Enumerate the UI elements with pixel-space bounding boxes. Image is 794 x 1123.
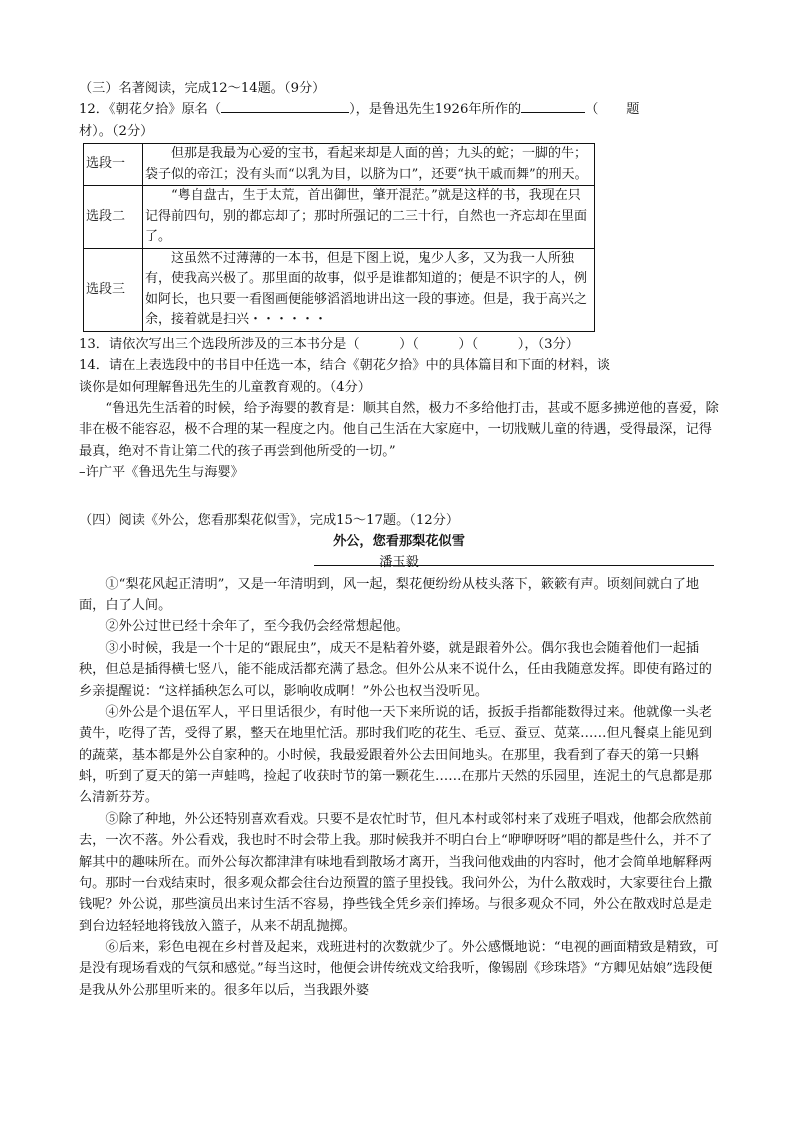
quote-material: “鲁迅先生活着的时候，给予海婴的教育是：顺其自然，极力不多给他打击，甚或不愿多拂逆他的喜爱，除非在极不能容忍，极不合理的某一程度之内。他自己生活在大家庭中，一切戕贼儿童的待遇，受得最深，记得最真，绝对不肯让第二代的孩子再尝到他所受的一切。” — [79, 401, 719, 459]
excerpt-text: 但那是我最为心爱的宝书，看起来却是人面的兽；九头的蛇；一脚的牛；袋子似的帝江；没有头而“以乳为目，以脐为口”，还要“执干戚而舞”的刑天。 — [143, 144, 595, 186]
q12-text-post: 题 — [626, 102, 640, 118]
question-13: 13．请依次写出三个选段所涉及的三本书分是（ ）（ ）（ ），（3分） — [79, 336, 579, 352]
excerpt-label: 选段二 — [84, 186, 143, 249]
q12-text-pre: 12．《朝花夕拾》原名（ — [79, 102, 222, 118]
question-14-line2: 谈你是如何理解鲁迅先生的儿童教育观的。（4分） — [79, 379, 371, 395]
section3-heading: （三）名著阅读，完成12～14题。（9分） — [79, 81, 326, 96]
question-14-line1: 14．请在上表选段中的书目中任选一本，结合《朝花夕拾》中的具体篇目和下面的材料，谈 — [79, 358, 611, 374]
excerpt-text: 这虽然不过薄薄的一本书，但是下图上说，鬼少人多，又为我一人所独有，使我高兴极了。那里面的故事，似乎是谁都知道的；便是不识字的人，例如阿长，也只要一看图画便能够滔滔地讲出这一段的事迹。但是，我于高兴之余，接着就是扫兴・・・・・・ — [143, 248, 595, 331]
excerpt-text: “粤自盘古，生于太荒，首出御世，肇开混茫。”就是这样的书，我现在只记得前四句，别的都忘却了；那时所强记的二三十行，自然也一齐忘却在里面了。 — [143, 186, 595, 249]
quote-source: –许广平《鲁迅先生与海婴》 — [79, 465, 244, 481]
table-row — [84, 186, 595, 249]
q12-blank-original-name[interactable] — [221, 99, 349, 113]
excerpt-table — [83, 143, 595, 332]
q12-text-mid: ），是鲁迅先生1926年所作的 — [349, 102, 522, 118]
article-paragraph: ④外公是个退伍军人，平日里话很少，有时他一天下来所说的话，扳扳手指都能数得过来。他就像一头老黄牛，吃得了苦，受得了累，整天在地里忙活。那时我们吃的花生、毛豆、蚕豆、苋菜……但凡餐桌上能见到的蔬菜，基本都是外公自家种的。小时候，我最爱跟着外公去田间地头。在那里，我看到了春天的第一只蝌蚪，听到了夏天的第一声蛙鸣，捡起了收获时节的第一颗花生……在那片天然的乐园里，连泥土的气息都是那么清新芬芳。 — [79, 704, 713, 806]
article-paragraph: ①“梨花风起正清明”，又是一年清明到，风一起，梨花便纷纷从枝头落下，簌簌有声。顷刻间就白了地面，白了人间。 — [79, 576, 700, 614]
article-paragraph: ③小时候，我是一个十足的“跟屁虫”，成天不是粘着外婆，就是跟着外公。偶尔我也会随着他们一起插秧，但总是插得横七竖八，能不能成活都充满了悬念。但外公从来不说什么，任由我随意发挥。即使有路过的乡亲提醒说：“这样插秧怎么可以，影响收成啊！”外公也权当没听见。 — [79, 640, 712, 699]
article-paragraph: ②外公过世已经十余年了，至今我仍会经常想起他。 — [105, 619, 409, 635]
question-12 — [79, 99, 719, 120]
page-content — [79, 78, 719, 1001]
article-paragraph: ⑥后来，彩色电视在乡村普及起来，戏班进村的次数就少了。外公感慨地说：“电视的画面精致是精致，可是没有现场看戏的气氛和感觉。”每当这时，他便会讲传统戏文给我听，像锡剧《珍珠塔》“方卿见姑娘”选段便是我从外公那里听来的。很多年以后，当我跟外婆 — [79, 940, 719, 998]
q12-text-mid2: （ — [585, 102, 599, 118]
q12-blank-genre[interactable] — [521, 99, 585, 113]
section4-heading: （四）阅读《外公，您看那梨花似雪》，完成15～17题。（12分） — [79, 512, 460, 528]
article-title: 外公，您看那梨花似雪 — [333, 533, 465, 549]
article-author: 潘玉毅 — [379, 555, 419, 571]
excerpt-label: 选段一 — [84, 144, 143, 186]
table-row — [84, 248, 595, 331]
article-paragraph: ⑤除了种地，外公还特别喜欢看戏。只要不是农忙时节，但凡本村或邻村来了戏班子唱戏，他都会欣然前去，一次不落。外公看戏，我也时不时会带上我。那时候我并不明白台上“咿咿呀呀”唱的都是些什么，并不了解其中的趣味所在。而外公每次都津津有味地看到散场才离开，当我问他戏曲的内容时，他才会简单地解释两句。那时一台戏结束时，很多观众都会往台边预置的篮子里投钱。我问外公，为什么散戏时，大家要往台上撒钱呢？外公说，那些演员出来讨生活不容易，挣些钱全凭乡亲们捧场。与很多观众不同，外公在散戏时总是走到台边轻轻地将钱放入篮子，从来不胡乱抛掷。 — [79, 811, 713, 934]
divider-line — [314, 565, 714, 566]
excerpt-label: 选段三 — [84, 248, 143, 331]
table-row — [84, 144, 595, 186]
question-12-line2: 材）。（2分） — [79, 123, 154, 139]
